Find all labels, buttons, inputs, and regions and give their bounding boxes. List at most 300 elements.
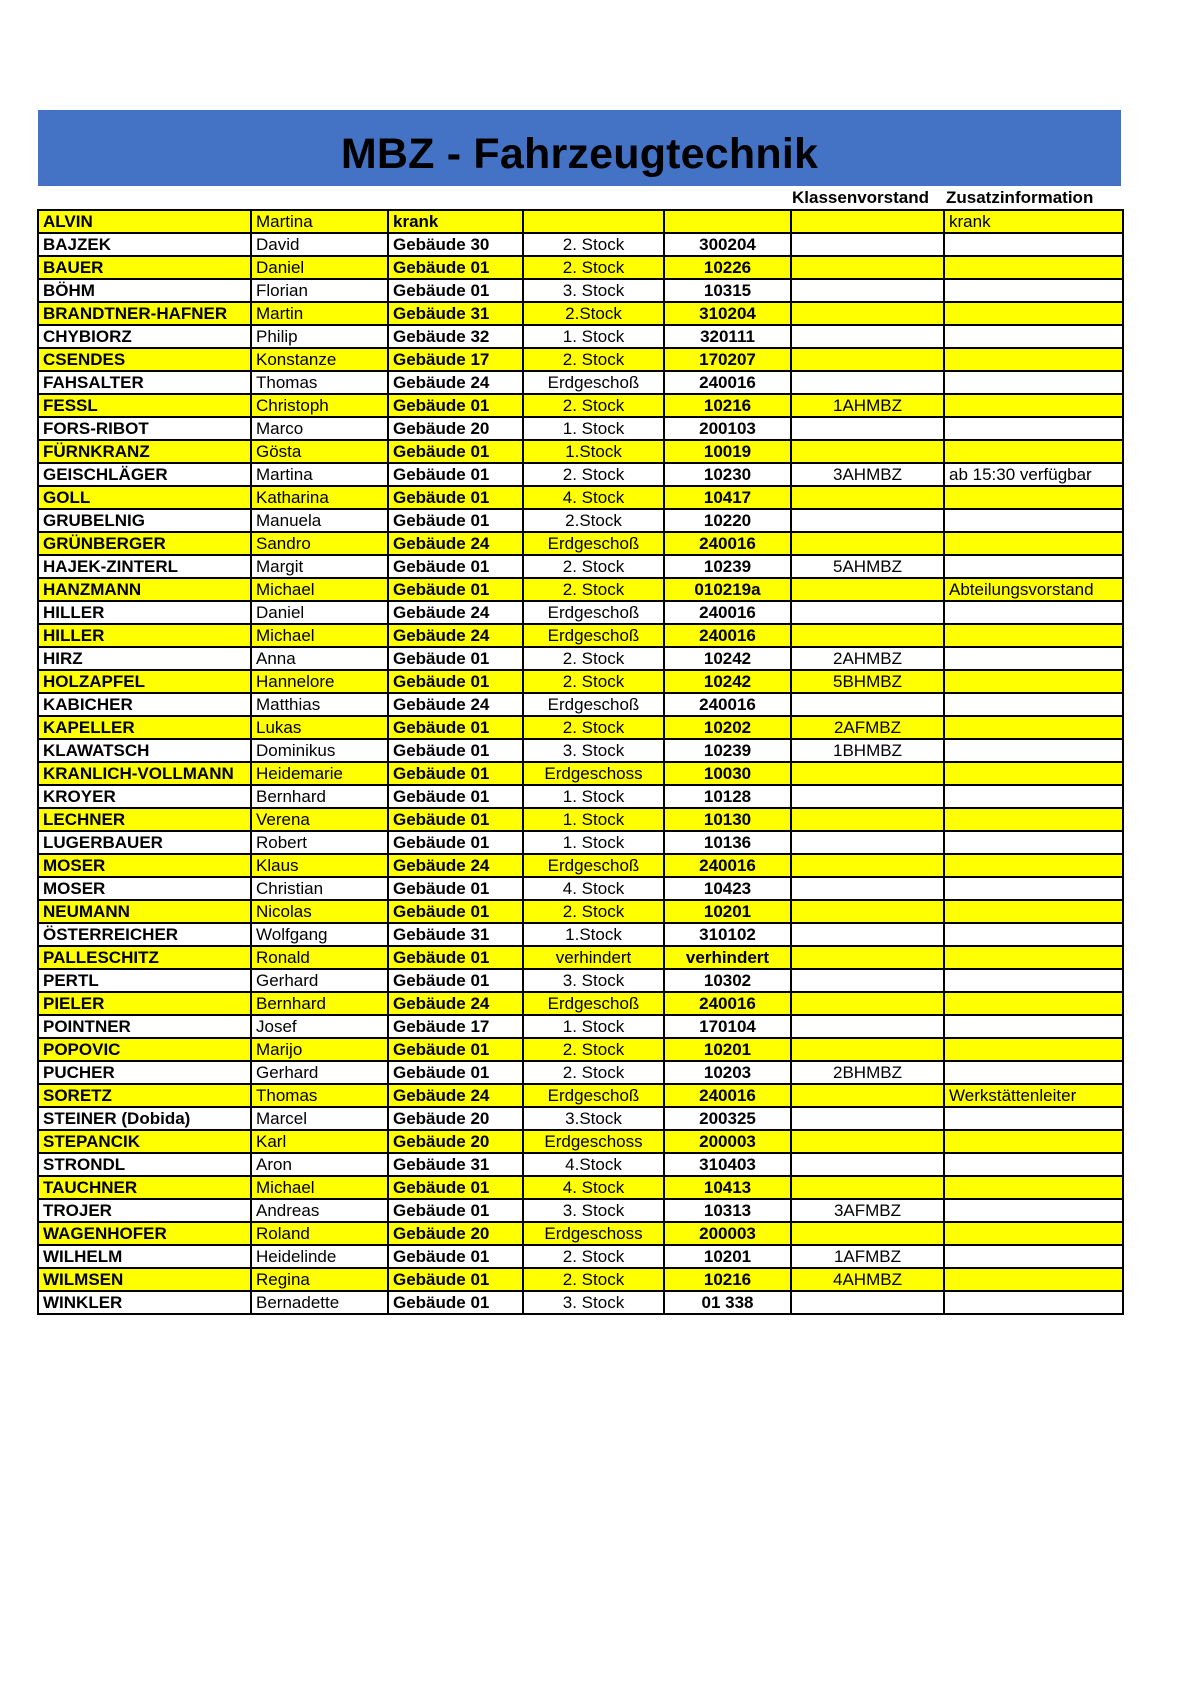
header-zusatzinformation: Zusatzinformation [946,188,1094,207]
room-cell: 10203 [664,1061,791,1084]
table-row [38,1084,1123,1107]
zusatzinformation-cell [944,831,1123,854]
first-name-cell: Michael [251,578,388,601]
building-cell: Gebäude 01 [388,578,523,601]
table-row [38,1061,1123,1084]
floor-cell: 2. Stock [523,670,664,693]
first-name-cell: Josef [251,1015,388,1038]
zusatzinformation-cell: ab 15:30 verfügbar [944,463,1123,486]
building-cell: Gebäude 01 [388,486,523,509]
building-cell: Gebäude 20 [388,1222,523,1245]
klassenvorstand-cell [791,302,944,325]
room-cell: 10201 [664,900,791,923]
table-row [38,992,1123,1015]
room-cell: 310102 [664,923,791,946]
first-name-cell: Aron [251,1153,388,1176]
room-cell: 10128 [664,785,791,808]
last-name-cell: MOSER [38,877,251,900]
floor-cell: 2. Stock [523,555,664,578]
first-name-cell: Nicolas [251,900,388,923]
table-row [38,877,1123,900]
last-name-cell: ALVIN [38,210,251,233]
room-cell: 240016 [664,992,791,1015]
building-cell: Gebäude 01 [388,1245,523,1268]
zusatzinformation-cell [944,992,1123,1015]
floor-cell: 1. Stock [523,417,664,440]
first-name-cell: Bernadette [251,1291,388,1314]
table-row [38,808,1123,831]
table-row [38,325,1123,348]
klassenvorstand-cell [791,233,944,256]
table-row [38,1107,1123,1130]
klassenvorstand-cell [791,578,944,601]
building-cell: Gebäude 01 [388,1291,523,1314]
room-cell: 200003 [664,1222,791,1245]
floor-cell: verhindert [523,946,664,969]
room-cell: 10216 [664,1268,791,1291]
last-name-cell: STEPANCIK [38,1130,251,1153]
room-cell: 10136 [664,831,791,854]
last-name-cell: BRANDTNER-HAFNER [38,302,251,325]
zusatzinformation-cell [944,302,1123,325]
first-name-cell: Roland [251,1222,388,1245]
klassenvorstand-cell: 1BHMBZ [791,739,944,762]
klassenvorstand-cell [791,877,944,900]
first-name-cell: Daniel [251,256,388,279]
floor-cell: 2. Stock [523,900,664,923]
last-name-cell: KLAWATSCH [38,739,251,762]
table-row [38,532,1123,555]
first-name-cell: Katharina [251,486,388,509]
room-cell: 240016 [664,532,791,555]
last-name-cell: FESSL [38,394,251,417]
last-name-cell: ÖSTERREICHER [38,923,251,946]
building-cell: Gebäude 20 [388,417,523,440]
room-cell: 10030 [664,762,791,785]
floor-cell: 2. Stock [523,647,664,670]
staff-table-body [38,210,1123,1314]
table-row [38,578,1123,601]
table-row [38,946,1123,969]
zusatzinformation-cell [944,371,1123,394]
zusatzinformation-cell [944,1015,1123,1038]
klassenvorstand-cell [791,1038,944,1061]
floor-cell: 1.Stock [523,440,664,463]
zusatzinformation-cell: Abteilungsvorstand [944,578,1123,601]
klassenvorstand-cell [791,808,944,831]
zusatzinformation-cell [944,509,1123,532]
building-cell: Gebäude 01 [388,1038,523,1061]
room-cell: 240016 [664,371,791,394]
floor-cell: 2. Stock [523,256,664,279]
building-cell: Gebäude 30 [388,233,523,256]
table-row [38,1199,1123,1222]
building-cell: Gebäude 01 [388,739,523,762]
last-name-cell: PIELER [38,992,251,1015]
floor-cell: Erdgeschoß [523,693,664,716]
building-cell: Gebäude 01 [388,440,523,463]
room-cell: 10230 [664,463,791,486]
room-cell: 10417 [664,486,791,509]
table-row [38,1268,1123,1291]
building-cell: Gebäude 24 [388,371,523,394]
floor-cell [523,210,664,233]
last-name-cell: KAPELLER [38,716,251,739]
first-name-cell: Martina [251,463,388,486]
room-cell: 10216 [664,394,791,417]
zusatzinformation-cell [944,555,1123,578]
building-cell: Gebäude 24 [388,693,523,716]
klassenvorstand-cell [791,417,944,440]
floor-cell: 3. Stock [523,969,664,992]
klassenvorstand-cell [791,900,944,923]
header-klassenvorstand: Klassenvorstand [792,188,929,207]
floor-cell: 2. Stock [523,1061,664,1084]
floor-cell: 2. Stock [523,394,664,417]
klassenvorstand-cell [791,1176,944,1199]
zusatzinformation-cell [944,946,1123,969]
last-name-cell: POPOVIC [38,1038,251,1061]
column-headers [0,187,1200,209]
table-row [38,831,1123,854]
first-name-cell: Gerhard [251,969,388,992]
table-row [38,739,1123,762]
floor-cell: Erdgeschoß [523,624,664,647]
floor-cell: 1. Stock [523,831,664,854]
zusatzinformation-cell [944,1061,1123,1084]
building-cell: Gebäude 24 [388,532,523,555]
table-row [38,670,1123,693]
floor-cell: 2. Stock [523,578,664,601]
room-cell: 10242 [664,670,791,693]
klassenvorstand-cell [791,256,944,279]
zusatzinformation-cell [944,1222,1123,1245]
room-cell: 10019 [664,440,791,463]
klassenvorstand-cell: 1AHMBZ [791,394,944,417]
first-name-cell: Anna [251,647,388,670]
building-cell: Gebäude 01 [388,394,523,417]
room-cell: 170104 [664,1015,791,1038]
zusatzinformation-cell [944,1199,1123,1222]
building-cell: Gebäude 31 [388,923,523,946]
last-name-cell: POINTNER [38,1015,251,1038]
first-name-cell: Michael [251,1176,388,1199]
zusatzinformation-cell [944,325,1123,348]
room-cell: 10423 [664,877,791,900]
room-cell: 10242 [664,647,791,670]
floor-cell: Erdgeschoß [523,532,664,555]
klassenvorstand-cell [791,371,944,394]
table-row [38,417,1123,440]
zusatzinformation-cell: Werkstättenleiter [944,1084,1123,1107]
klassenvorstand-cell: 1AFMBZ [791,1245,944,1268]
last-name-cell: STRONDL [38,1153,251,1176]
building-cell: Gebäude 01 [388,647,523,670]
floor-cell: 3. Stock [523,1199,664,1222]
zusatzinformation-cell [944,279,1123,302]
first-name-cell: Marijo [251,1038,388,1061]
first-name-cell: Florian [251,279,388,302]
first-name-cell: Marco [251,417,388,440]
last-name-cell: GEISCHLÄGER [38,463,251,486]
room-cell: 200103 [664,417,791,440]
zusatzinformation-cell [944,394,1123,417]
table-row [38,1176,1123,1199]
last-name-cell: KRANLICH-VOLLMANN [38,762,251,785]
building-cell: Gebäude 01 [388,1061,523,1084]
room-cell: 240016 [664,693,791,716]
page-title: MBZ - Fahrzeugtechnik [340,129,819,178]
first-name-cell: Philip [251,325,388,348]
first-name-cell: Christian [251,877,388,900]
table-row [38,440,1123,463]
floor-cell: 1. Stock [523,808,664,831]
zusatzinformation-cell [944,762,1123,785]
building-cell: Gebäude 01 [388,256,523,279]
building-cell: Gebäude 01 [388,946,523,969]
klassenvorstand-cell [791,992,944,1015]
first-name-cell: Matthias [251,693,388,716]
building-cell: Gebäude 31 [388,1153,523,1176]
last-name-cell: HANZMANN [38,578,251,601]
room-cell: 10239 [664,555,791,578]
klassenvorstand-cell: 2BHMBZ [791,1061,944,1084]
zusatzinformation-cell [944,486,1123,509]
zusatzinformation-cell [944,716,1123,739]
floor-cell: Erdgeschoß [523,854,664,877]
building-cell: Gebäude 31 [388,302,523,325]
table-row [38,233,1123,256]
room-cell: 310204 [664,302,791,325]
floor-cell: 2. Stock [523,1245,664,1268]
building-cell: Gebäude 01 [388,808,523,831]
last-name-cell: LUGERBAUER [38,831,251,854]
room-cell: 10313 [664,1199,791,1222]
building-cell: Gebäude 24 [388,1084,523,1107]
first-name-cell: Regina [251,1268,388,1291]
zusatzinformation-cell [944,969,1123,992]
table-row [38,624,1123,647]
last-name-cell: LECHNER [38,808,251,831]
floor-cell: 2.Stock [523,302,664,325]
last-name-cell: WILMSEN [38,1268,251,1291]
last-name-cell: BÖHM [38,279,251,302]
room-cell: 10315 [664,279,791,302]
klassenvorstand-cell [791,785,944,808]
table-row [38,1015,1123,1038]
last-name-cell: TAUCHNER [38,1176,251,1199]
room-cell: 010219a [664,578,791,601]
first-name-cell: Bernhard [251,992,388,1015]
room-cell: 10201 [664,1038,791,1061]
table-row [38,302,1123,325]
floor-cell: 2. Stock [523,1038,664,1061]
table-row [38,1245,1123,1268]
building-cell: Gebäude 01 [388,762,523,785]
first-name-cell: Andreas [251,1199,388,1222]
table-row [38,463,1123,486]
zusatzinformation-cell [944,647,1123,670]
last-name-cell: GRUBELNIG [38,509,251,532]
building-cell: krank [388,210,523,233]
table-row [38,509,1123,532]
floor-cell: 4.Stock [523,1153,664,1176]
table-row [38,923,1123,946]
zusatzinformation-cell [944,1245,1123,1268]
last-name-cell: HILLER [38,624,251,647]
zusatzinformation-cell [944,532,1123,555]
room-cell: verhindert [664,946,791,969]
room-cell: 10130 [664,808,791,831]
klassenvorstand-cell [791,1130,944,1153]
building-cell: Gebäude 24 [388,854,523,877]
first-name-cell: Ronald [251,946,388,969]
klassenvorstand-cell [791,1222,944,1245]
klassenvorstand-cell [791,440,944,463]
klassenvorstand-cell: 3AHMBZ [791,463,944,486]
floor-cell: 3. Stock [523,739,664,762]
klassenvorstand-cell [791,532,944,555]
floor-cell: 2. Stock [523,233,664,256]
klassenvorstand-cell [791,969,944,992]
first-name-cell: Bernhard [251,785,388,808]
first-name-cell: Margit [251,555,388,578]
zusatzinformation-cell [944,1107,1123,1130]
building-cell: Gebäude 24 [388,624,523,647]
room-cell: 10201 [664,1245,791,1268]
room-cell: 200003 [664,1130,791,1153]
zusatzinformation-cell [944,877,1123,900]
last-name-cell: STEINER (Dobida) [38,1107,251,1130]
klassenvorstand-cell: 5AHMBZ [791,555,944,578]
zusatzinformation-cell [944,1153,1123,1176]
building-cell: Gebäude 01 [388,969,523,992]
floor-cell: 3. Stock [523,1291,664,1314]
first-name-cell: Heidelinde [251,1245,388,1268]
floor-cell: Erdgeschoss [523,762,664,785]
zusatzinformation-cell [944,1268,1123,1291]
klassenvorstand-cell [791,1153,944,1176]
floor-cell: 1.Stock [523,923,664,946]
room-cell: 240016 [664,601,791,624]
building-cell: Gebäude 01 [388,279,523,302]
last-name-cell: SORETZ [38,1084,251,1107]
zusatzinformation-cell [944,256,1123,279]
first-name-cell: Konstanze [251,348,388,371]
building-cell: Gebäude 01 [388,555,523,578]
building-cell: Gebäude 01 [388,785,523,808]
floor-cell: 2. Stock [523,1268,664,1291]
table-row [38,601,1123,624]
klassenvorstand-cell [791,854,944,877]
first-name-cell: Martin [251,302,388,325]
zusatzinformation-cell [944,1176,1123,1199]
klassenvorstand-cell [791,601,944,624]
last-name-cell: BAJZEK [38,233,251,256]
zusatzinformation-cell [944,1130,1123,1153]
last-name-cell: FAHSALTER [38,371,251,394]
klassenvorstand-cell [791,624,944,647]
room-cell: 240016 [664,624,791,647]
floor-cell: Erdgeschoß [523,992,664,1015]
table-row [38,210,1123,233]
klassenvorstand-cell: 3AFMBZ [791,1199,944,1222]
first-name-cell: Heidemarie [251,762,388,785]
last-name-cell: HOLZAPFEL [38,670,251,693]
klassenvorstand-cell [791,279,944,302]
klassenvorstand-cell [791,693,944,716]
building-cell: Gebäude 01 [388,716,523,739]
floor-cell: Erdgeschoß [523,1084,664,1107]
table-row [38,371,1123,394]
table-row [38,1222,1123,1245]
last-name-cell: PALLESCHITZ [38,946,251,969]
floor-cell: 1. Stock [523,785,664,808]
last-name-cell: KROYER [38,785,251,808]
building-cell: Gebäude 01 [388,877,523,900]
klassenvorstand-cell [791,1291,944,1314]
floor-cell: 2. Stock [523,348,664,371]
klassenvorstand-cell [791,210,944,233]
klassenvorstand-cell [791,1084,944,1107]
first-name-cell: Hannelore [251,670,388,693]
first-name-cell: Daniel [251,601,388,624]
klassenvorstand-cell [791,509,944,532]
table-row [38,716,1123,739]
last-name-cell: FÜRNKRANZ [38,440,251,463]
building-cell: Gebäude 24 [388,601,523,624]
floor-cell: 3.Stock [523,1107,664,1130]
floor-cell: 2.Stock [523,509,664,532]
first-name-cell: Michael [251,624,388,647]
floor-cell: 2. Stock [523,463,664,486]
building-cell: Gebäude 01 [388,900,523,923]
room-cell: 10302 [664,969,791,992]
zusatzinformation-cell [944,1291,1123,1314]
building-cell: Gebäude 01 [388,1176,523,1199]
first-name-cell: Thomas [251,371,388,394]
first-name-cell: Lukas [251,716,388,739]
floor-cell: 1. Stock [523,1015,664,1038]
room-cell: 240016 [664,1084,791,1107]
building-cell: Gebäude 01 [388,831,523,854]
last-name-cell: HAJEK-ZINTERL [38,555,251,578]
floor-cell: 4. Stock [523,486,664,509]
last-name-cell: BAUER [38,256,251,279]
first-name-cell: Gerhard [251,1061,388,1084]
building-cell: Gebäude 17 [388,1015,523,1038]
zusatzinformation-cell: krank [944,210,1123,233]
first-name-cell: Christoph [251,394,388,417]
zusatzinformation-cell [944,900,1123,923]
first-name-cell: Robert [251,831,388,854]
last-name-cell: PERTL [38,969,251,992]
klassenvorstand-cell [791,1015,944,1038]
floor-cell: Erdgeschoss [523,1130,664,1153]
zusatzinformation-cell [944,601,1123,624]
building-cell: Gebäude 01 [388,1268,523,1291]
floor-cell: 2. Stock [523,716,664,739]
table-row [38,256,1123,279]
last-name-cell: CSENDES [38,348,251,371]
zusatzinformation-cell [944,923,1123,946]
floor-cell: Erdgeschoß [523,371,664,394]
last-name-cell: WINKLER [38,1291,251,1314]
table-row [38,969,1123,992]
room-cell: 01 338 [664,1291,791,1314]
zusatzinformation-cell [944,1038,1123,1061]
room-cell: 170207 [664,348,791,371]
